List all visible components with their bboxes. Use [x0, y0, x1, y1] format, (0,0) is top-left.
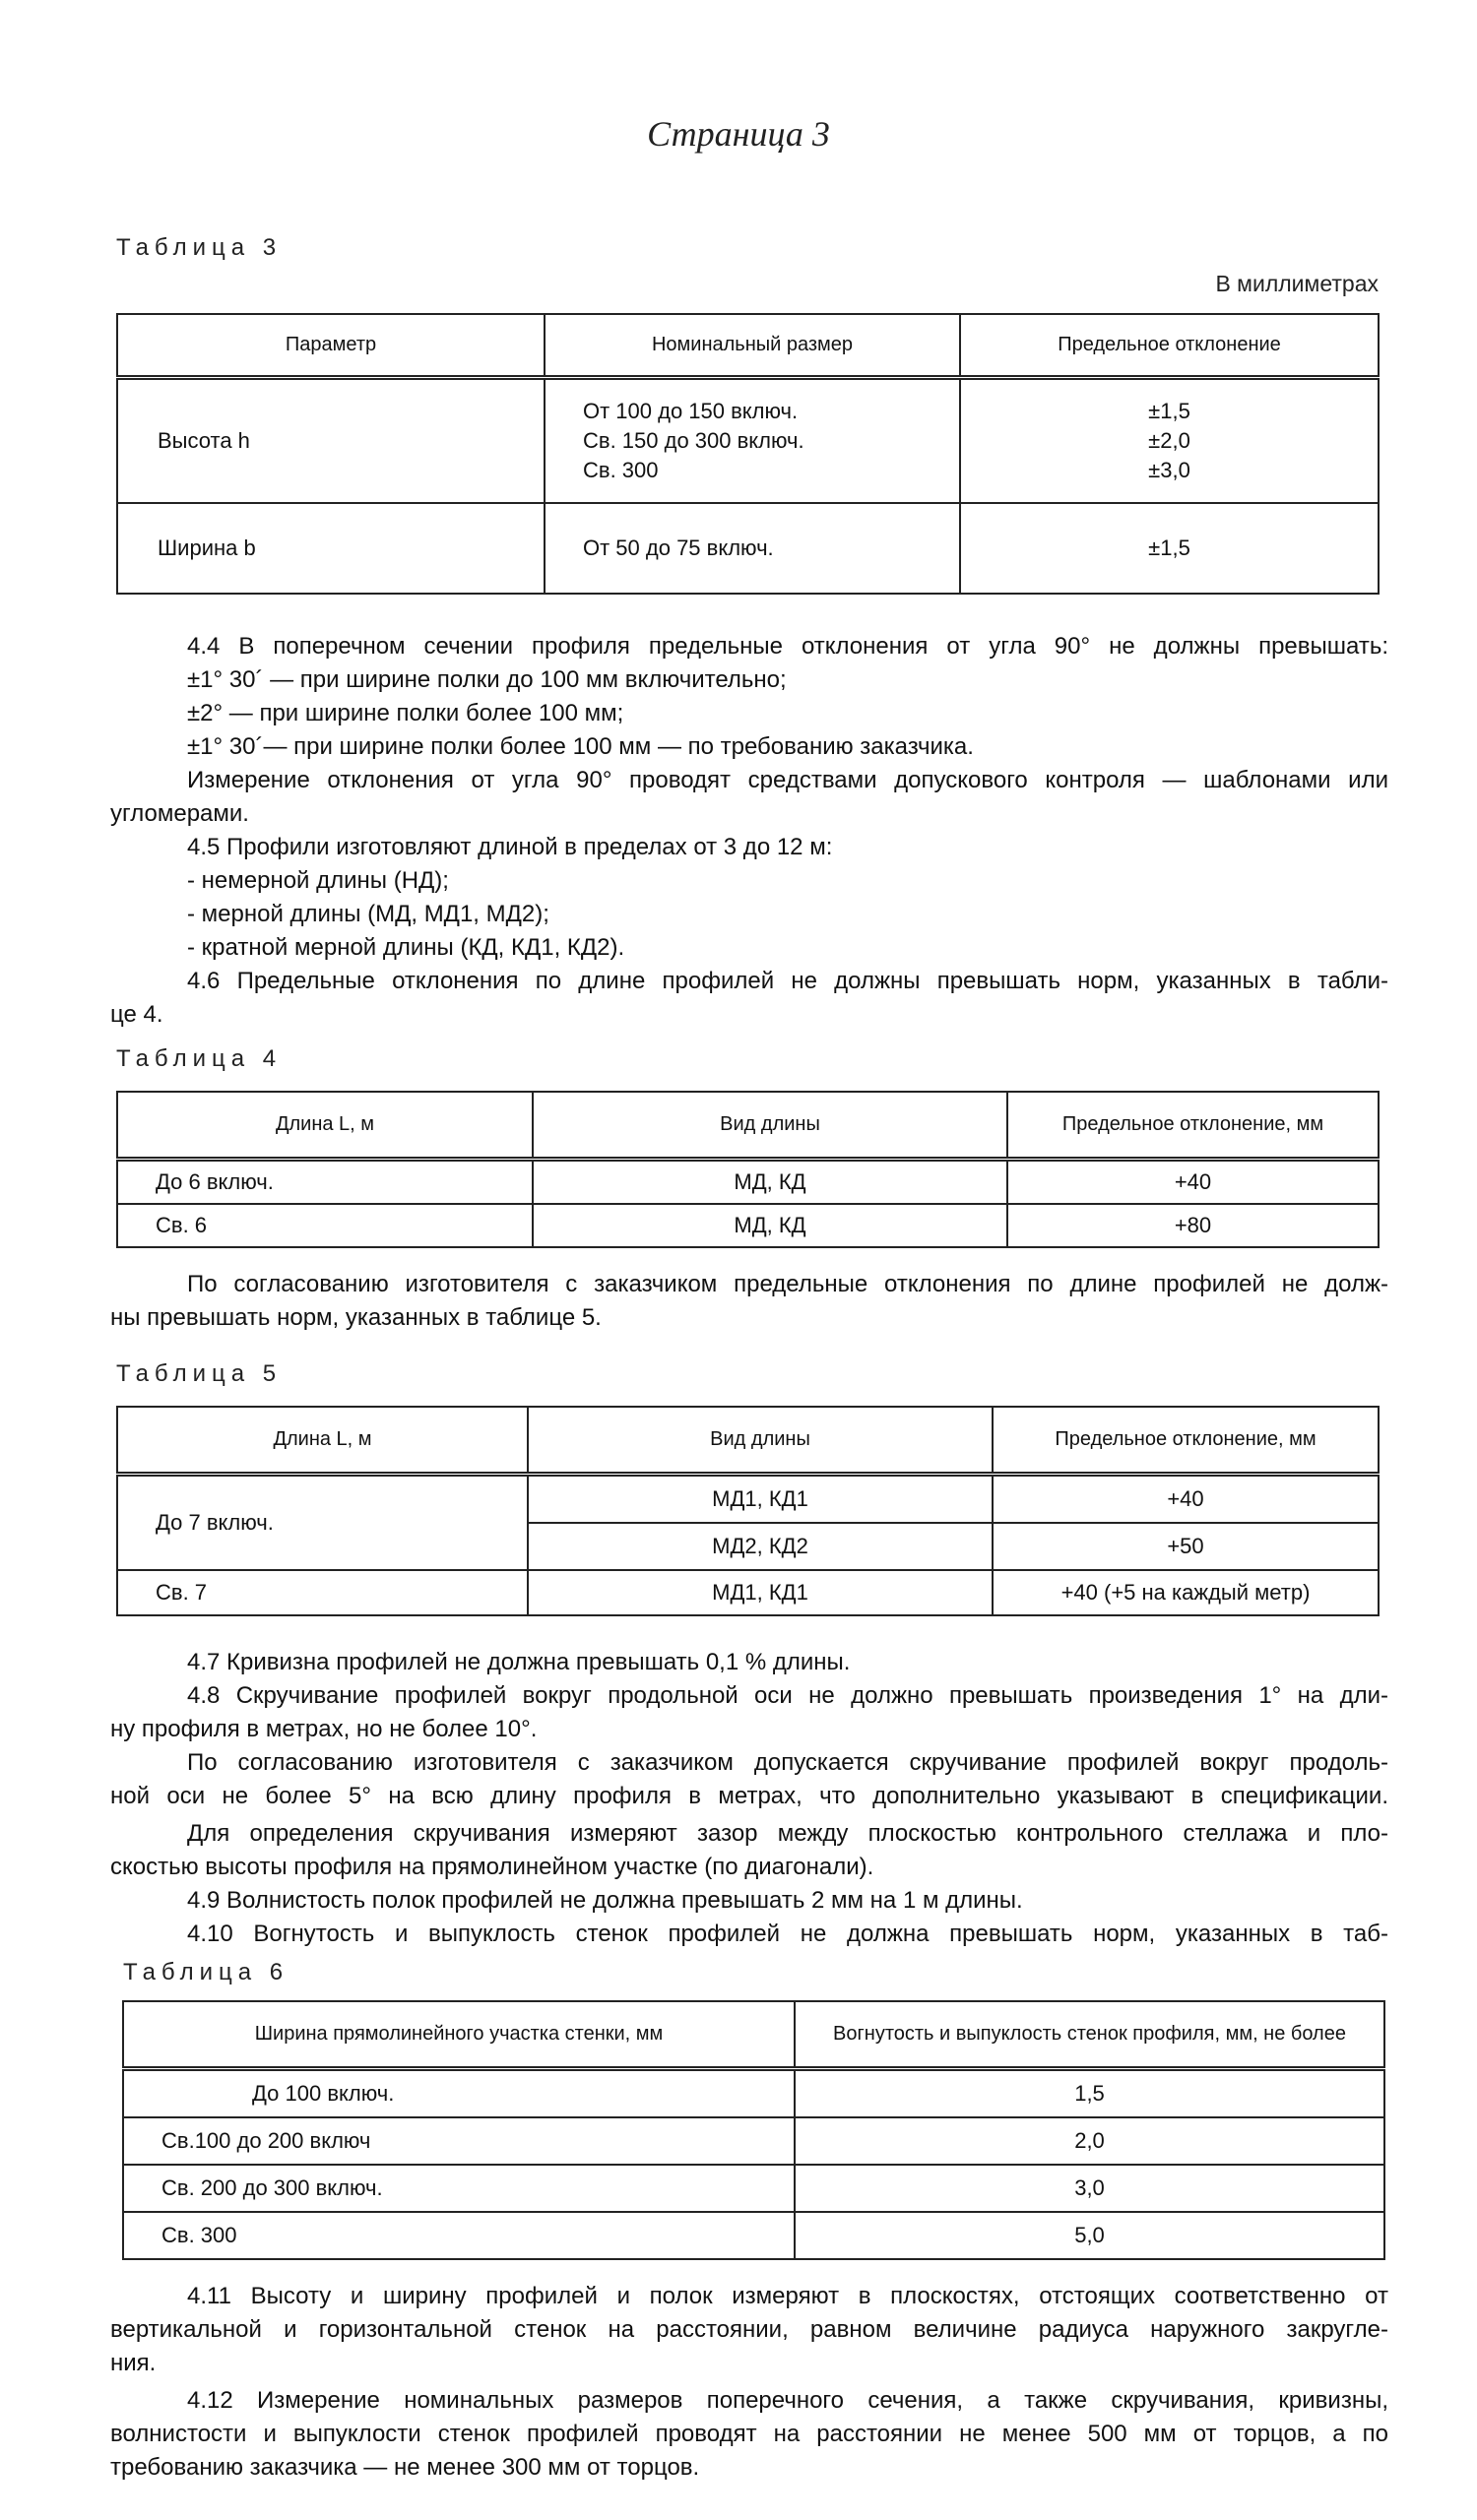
para-4-8c-line: Для определения скручивания измеряют зазор между плоскостью контрольного стеллажа и пло-: [187, 1820, 1388, 1847]
para-4-5-line: - мерной длины (МД, МД1, МД2);: [187, 901, 549, 927]
para-4-8-line: ну профиля в метрах, но не более 10°.: [110, 1716, 538, 1742]
table-row: [117, 503, 1379, 594]
table3-units: В миллиметрах: [1215, 271, 1379, 296]
para-4-5-line: - немерной длины (НД);: [187, 867, 449, 894]
para-4-4-line: ±1° 30´— при ширине полки более 100 мм — по требованию заказчика.: [187, 733, 974, 760]
para-4-4-line: ±2° — при ширине полки более 100 мм;: [187, 700, 624, 726]
para-4-6-line: це 4.: [110, 1001, 163, 1028]
table5-header-kind: Вид длины: [528, 1407, 993, 1474]
para-after-t4-line: По согласованию изготовителя с заказчиком предельные отклонения по длине профилей не долж-: [187, 1271, 1388, 1297]
table3-param-width: Ширина b: [117, 503, 545, 594]
table3-size: Св. 150 до 300 включ.: [583, 427, 804, 453]
table3-tol: ±1,5: [1148, 398, 1190, 423]
table4-cell: До 6 включ.: [117, 1159, 533, 1204]
table-row: [117, 1474, 1379, 1523]
para-4-8c-line: скостью высоты профиля на прямолинейном участке (по диагонали).: [110, 1854, 874, 1880]
para-4-4-line: 4.4 В поперечном сечении профиля предельные отклонения от угла 90° не должны превышать:: [187, 633, 1388, 660]
para-4-11-line: вертикальной и горизонтальной стенок на расстоянии, равном величине радиуса наружного закругле-: [110, 2316, 1388, 2343]
table-row: [117, 1204, 1379, 1247]
table-row: [117, 1570, 1379, 1615]
table3-caption: Таблица 3: [116, 234, 283, 261]
table5-header-length: Длина L, м: [117, 1407, 528, 1474]
para-4-11-line: ния.: [110, 2350, 157, 2376]
table-row: [123, 2117, 1384, 2165]
table4-cell: +40: [1007, 1159, 1379, 1204]
table6: [122, 2000, 1385, 2260]
table3-tol: ±2,0: [1148, 427, 1190, 453]
table5-header-row: [117, 1407, 1379, 1474]
table6-cell: До 100 включ.: [123, 2068, 795, 2117]
table3-tol: ±1,5: [960, 503, 1379, 594]
para-4-4-line: ±1° 30´ — при ширине полки до 100 мм включительно;: [187, 666, 787, 693]
table6-cell: 5,0: [795, 2212, 1384, 2259]
para-after-t4-line: ны превышать норм, указанных в таблице 5.: [110, 1304, 602, 1331]
table5-cell: МД1, КД1: [528, 1570, 993, 1615]
table4-cell: МД, КД: [533, 1204, 1007, 1247]
table-row: [117, 377, 1379, 503]
table6-cell: 1,5: [795, 2068, 1384, 2117]
para-4-12-line: волнистости и выпуклости стенок профилей проводят на расстоянии не менее 500 мм от торцов, а по: [110, 2421, 1388, 2447]
table5-cell: +40 (+5 на каждый метр): [993, 1570, 1379, 1615]
table5-cell: Св. 7: [117, 1570, 528, 1615]
table3: [116, 313, 1380, 595]
table6-cell: 2,0: [795, 2117, 1384, 2165]
table4-header-length: Длина L, м: [117, 1092, 533, 1159]
para-4-5-line: 4.5 Профили изготовляют длиной в пределах от 3 до 12 м:: [187, 834, 833, 860]
para-4-8b-line: ной оси не более 5° на всю длину профиля в метрах, что дополнительно указывают в спецификации.: [110, 1783, 1388, 1809]
para-4-5-line: - кратной мерной длины (КД, КД1, КД2).: [187, 934, 625, 961]
para-4-8b-line: По согласованию изготовителя с заказчиком допускается скручивание профилей вокруг продоль-: [187, 1749, 1388, 1776]
table3-size: Св. 300: [583, 457, 659, 482]
para-4-12-line: 4.12 Измерение номинальных размеров поперечного сечения, а также скручивания, кривизны,: [187, 2387, 1388, 2414]
table4: [116, 1091, 1380, 1248]
table3-header-param: Параметр: [117, 314, 545, 377]
table4-cell: +80: [1007, 1204, 1379, 1247]
table5-caption: Таблица 5: [116, 1360, 283, 1387]
table4-cell: МД, КД: [533, 1159, 1007, 1204]
table5-group-length: До 7 включ.: [117, 1474, 528, 1570]
table5-cell: +50: [993, 1523, 1379, 1570]
page-header: Страница 3: [647, 114, 830, 154]
para-4-4-line: Измерение отклонения от угла 90° проводят средствами допускового контроля — шаблонами или: [187, 767, 1388, 793]
table6-cell: Св. 300: [123, 2212, 795, 2259]
table5-cell: +40: [993, 1474, 1379, 1523]
para-4-7: 4.7 Кривизна профилей не должна превышать 0,1 % длины.: [187, 1649, 851, 1675]
table5-cell: МД1, КД1: [528, 1474, 993, 1523]
table6-cell: 3,0: [795, 2165, 1384, 2212]
table4-header-tol: Предельное отклонение, мм: [1007, 1092, 1379, 1159]
table4-cell: Св. 6: [117, 1204, 533, 1247]
table3-header-row: [117, 314, 1379, 377]
table4-header-kind: Вид длины: [533, 1092, 1007, 1159]
table3-param-height: Высота h: [117, 377, 545, 503]
para-4-4-line: угломерами.: [110, 800, 249, 827]
table5-header-tol: Предельное отклонение, мм: [993, 1407, 1379, 1474]
table3-tol-height: [960, 377, 1379, 503]
table-row: [123, 2165, 1384, 2212]
table3-size: От 100 до 150 включ.: [583, 398, 799, 423]
para-4-12-line: требованию заказчика — не менее 300 мм от торцов.: [110, 2454, 700, 2481]
table3-header-tol: Предельное отклонение: [960, 314, 1379, 377]
table4-header-row: [117, 1092, 1379, 1159]
table5-cell: МД2, КД2: [528, 1523, 993, 1570]
para-4-8-line: 4.8 Скручивание профилей вокруг продольной оси не должно превышать произведения 1° на дли-: [187, 1682, 1388, 1709]
table3-tol: ±3,0: [1148, 457, 1190, 482]
para-4-9: 4.9 Волнистость полок профилей не должна превышать 2 мм на 1 м длины.: [187, 1887, 1023, 1914]
table3-header-size: Номинальный размер: [545, 314, 960, 377]
table6-header-value: Вогнутость и выпуклость стенок профиля, мм, не более: [795, 2001, 1384, 2068]
para-4-10: 4.10 Вогнутость и выпуклость стенок профилей не должна превышать норм, указанных в таб-: [187, 1921, 1388, 1947]
table-row: [123, 2212, 1384, 2259]
table6-header-row: [123, 2001, 1384, 2068]
table5: [116, 1406, 1380, 1616]
table3-size: От 50 до 75 включ.: [545, 503, 960, 594]
table6-cell: Св. 200 до 300 включ.: [123, 2165, 795, 2212]
para-4-6-line: 4.6 Предельные отклонения по длине профилей не должны превышать норм, указанных в табли-: [187, 968, 1388, 994]
table6-caption: Таблица 6: [123, 1959, 289, 1985]
para-4-11-line: 4.11 Высоту и ширину профилей и полок измеряют в плоскостях, отстоящих соответственно от: [187, 2283, 1388, 2309]
table3-sizes-height: [545, 377, 960, 503]
table-row: [123, 2068, 1384, 2117]
table6-header-width: Ширина прямолинейного участка стенки, мм: [123, 2001, 795, 2068]
table6-cell: Св.100 до 200 включ: [123, 2117, 795, 2165]
table4-caption: Таблица 4: [116, 1045, 283, 1072]
table-row: [117, 1159, 1379, 1204]
